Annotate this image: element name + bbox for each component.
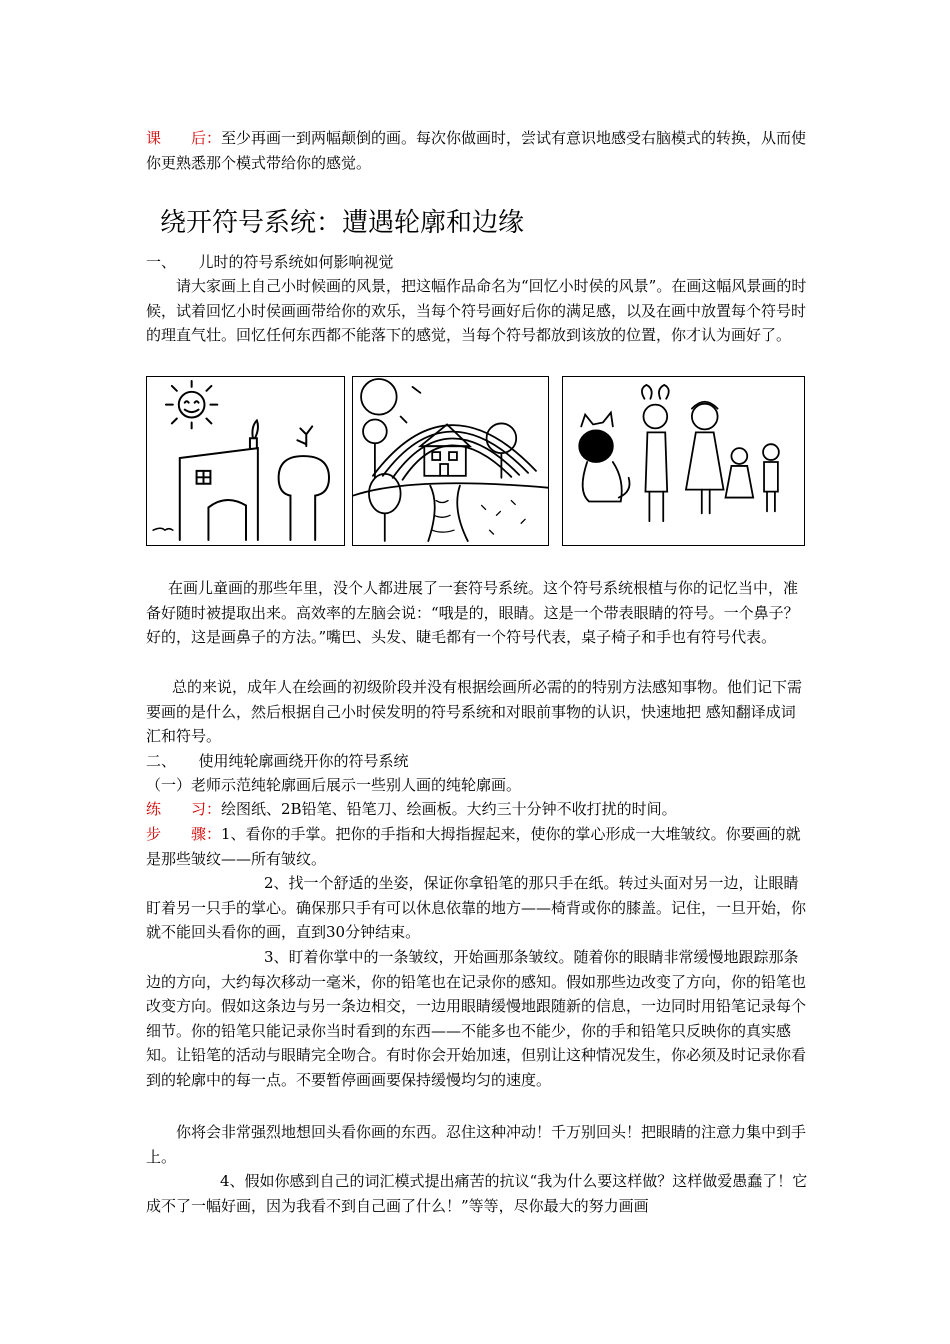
child-drawing-rainbow: [352, 376, 549, 546]
step1-paragraph: [146, 822, 810, 871]
after-class-paragraph: [146, 126, 810, 175]
practice-paragraph: [146, 797, 810, 822]
after-class-text: 至少再画一到两幅颠倒的画。每次你做画时，尝试有意识地感受右脑模式的转换，从而使你更熟悉那个模式带给你的感觉。: [146, 129, 807, 172]
step2-paragraph: 2、找一个舒适的坐姿，保证你拿铅笔的那只手在纸。转过头面对另一边，让眼睛盯着另一只手的掌心。确保那只手有可以休息依靠的地方——椅背或你的膝盖。记住，一旦开始，你就不能回头看你的画，直到30分钟结束。: [146, 874, 807, 941]
sun-drawing-icon: [361, 379, 397, 415]
section1-heading: 一、 儿时的符号系统如何影响视觉: [146, 253, 394, 271]
section2-sub1: （一）老师示范纯轮廓画后展示一些别人画的纯轮廓画。: [146, 776, 522, 794]
cat-drawing-icon: [579, 413, 629, 502]
section1-para3: 总的来说，成年人在绘画的初级阶段并没有根据绘画所必需的的特别方法感知事物。他们记下需要画的是什么，然后根据自己小时侯发明的符号系统和对眼前事物的认识，快速地把 感知翻译成词汇和符号。: [146, 678, 803, 745]
tree-drawing-icon: [279, 426, 329, 540]
page-title: 绕开符号系统：遭遇轮廓和边缘: [160, 208, 525, 238]
tree-drawing-icon: [363, 419, 516, 541]
step3-paragraph: 3、盯着你掌中的一条皱纹，开始画那条皱纹。随着你的眼睛非常缓慢地跟踪那条边的方向，大约每次移动一毫米，你的铅笔也在记录你的感知。假如那些边改变了方向，你的铅笔也改变方向。假如这条边与另一条边相交，一边用眼睛缓慢地跟随新的信息，一边同时用铅笔记录每个细节。你的铅笔只能记录你当时看到的东西——不能多也不能少，你的手和铅笔只反映你的真实感知。让铅笔的活动与眼睛完全吻合。有时你会开始加速，但别让这种情况发生，你必须及时记录你看到的轮廓中的每一点。不要暂停画画要保持缓慢均匀的速度。: [146, 948, 807, 1089]
house-drawing-icon: [180, 420, 258, 540]
step1-text: 1、看你的手掌。把你的手指和大拇指握起来，使你的掌心形成一大堆皱纹。你要画的就是那些皱纹——所有皱纹。: [146, 825, 801, 868]
step4-paragraph: 4、假如你感到自己的词汇模式提出痛苦的抗议“我为什么要这样做？这样做爱愚蠢了！它成不了一幅好画，因为我看不到自己画了什么！”等等，尽你最大的努力画画: [146, 1172, 808, 1215]
step3-note: 你将会非常强烈地想回头看你画的东西。忍住这种冲动！千万别回头！把眼睛的注意力集中到手上。: [146, 1123, 807, 1166]
after-class-label: 课 后：: [146, 129, 222, 147]
sun-drawing-icon: [166, 381, 217, 428]
family-figures-drawing-icon: [642, 385, 779, 521]
practice-label: 练 习：: [146, 800, 222, 818]
section2-heading: 二、 使用纯轮廓画绕开你的符号系统: [146, 752, 409, 770]
child-drawing-family: [562, 376, 805, 546]
section1-para2: 在画儿童画的那些年里，没个人都进展了一套符号系统。这个符号系统根植与你的记忆当中，准备好随时被提取出来。高效率的左脑会说：“哦是的，眼睛。这是一个带表眼睛的符号。一个鼻子？好的，这是画鼻子的方法。”嘴巴、头发、睫毛都有一个符号代表，桌子椅子和手也有符号代表。: [146, 579, 799, 646]
steps-label: 步 骤：: [146, 825, 222, 843]
practice-text: 绘图纸、2B铅笔、铅笔刀、绘画板。大约三十分钟不收打扰的时间。: [221, 800, 677, 818]
child-drawing-house: [146, 376, 345, 546]
section1-para1: 请大家画上自己小时候画的风景，把这幅作品命名为“回忆小时侯的风景”。在画这幅风景画的时候，试着回忆小时侯画画带给你的欢乐，当每个符号画好后你的满足感，以及在画中放置每个符号时的理直气壮。回忆任何东西都不能落下的感觉，当每个符号都放到该放的位置，你才认为画好了。: [146, 277, 807, 344]
